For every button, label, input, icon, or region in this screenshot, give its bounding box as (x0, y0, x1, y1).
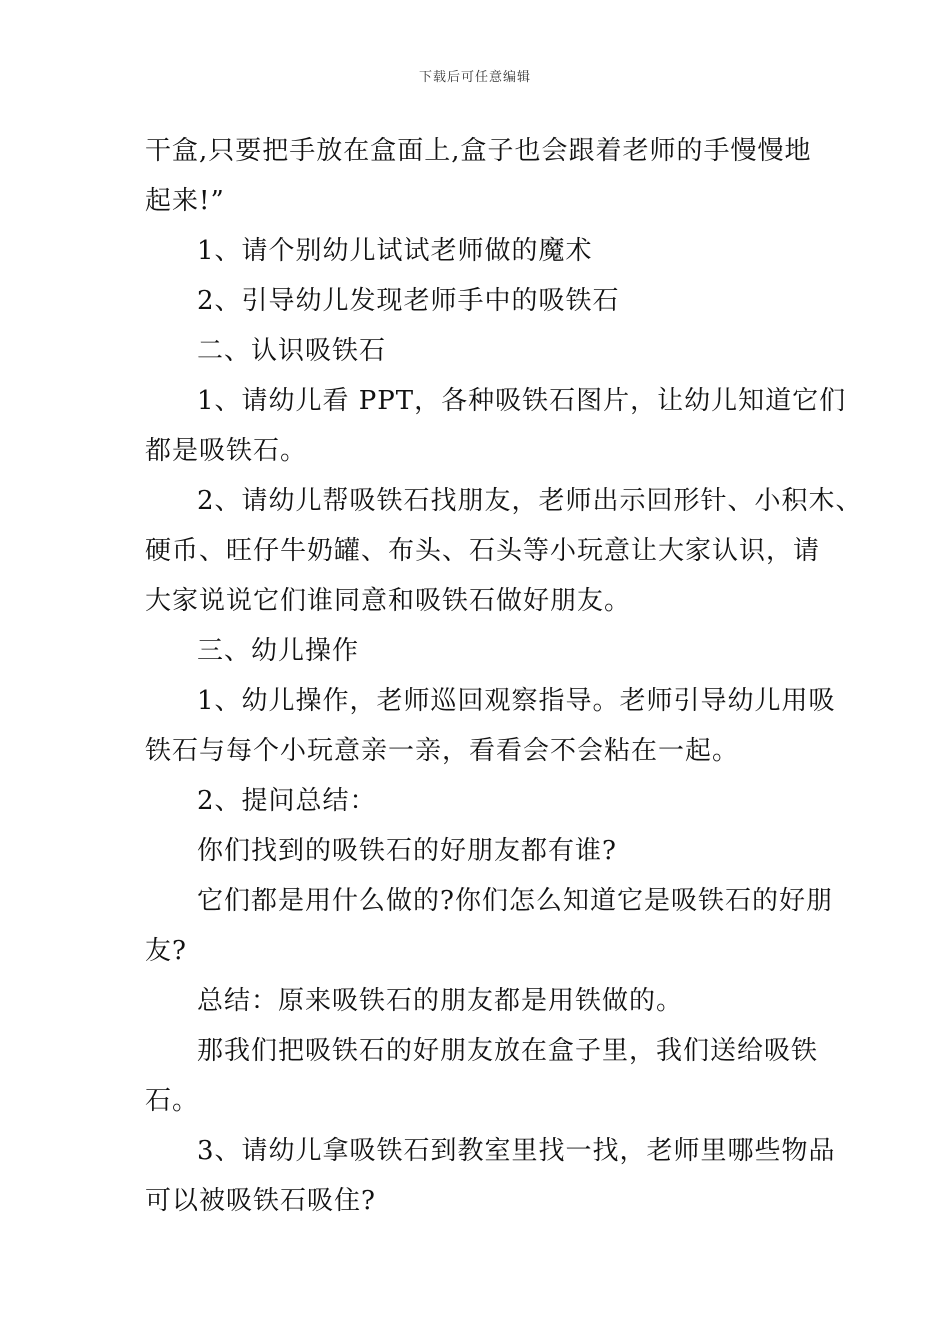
text-line: 大家说说它们谁同意和吸铁石做好朋友。 (145, 586, 632, 616)
text-line: 3、请幼儿拿吸铁石到教室里找一找，老师里哪些物品 (197, 1136, 836, 1166)
text-line: 友? (145, 936, 187, 966)
document-body (145, 126, 863, 1226)
text-line: 铁石与每个小玩意亲一亲，看看会不会粘在一起。 (145, 736, 740, 766)
text-line: 干盒,只要把手放在盒面上,盒子也会跟着老师的手慢慢地 (145, 136, 812, 166)
text-line: 它们都是用什么做的?你们怎么知道它是吸铁石的好朋 (197, 886, 833, 916)
text-line: 那我们把吸铁石的好朋友放在盒子里，我们送给吸铁 (197, 1036, 819, 1066)
text-line: 起来!” (145, 186, 225, 216)
section-heading: 二、认识吸铁石 (197, 336, 387, 366)
text-line: 2、提问总结： (197, 786, 377, 816)
text-line: 你们找到的吸铁石的好朋友都有谁? (197, 836, 617, 866)
text-line: 可以被吸铁石吸住? (145, 1186, 376, 1216)
text-line: 都是吸铁石。 (145, 436, 308, 466)
text-line: 2、引导幼儿发现老师手中的吸铁石 (197, 286, 620, 316)
section-heading: 三、幼儿操作 (197, 636, 360, 666)
text-line: 硬币、旺仔牛奶罐、布头、石头等小玩意让大家认识，请 (145, 536, 821, 566)
text-line: 2、请幼儿帮吸铁石找朋友，老师出示回形针、小积木、 (197, 486, 863, 516)
text-line: 1、请个别幼儿试试老师做的魔术 (197, 236, 593, 266)
text-line: 总结：原来吸铁石的朋友都是用铁做的。 (197, 986, 684, 1016)
header-note: 下载后可任意编辑 (418, 70, 531, 85)
text-line: 1、请幼儿看 PPT，各种吸铁石图片，让幼儿知道它们 (197, 386, 847, 416)
text-line: 1、幼儿操作，老师巡回观察指导。老师引导幼儿用吸 (197, 686, 836, 716)
text-line: 石。 (145, 1086, 200, 1116)
